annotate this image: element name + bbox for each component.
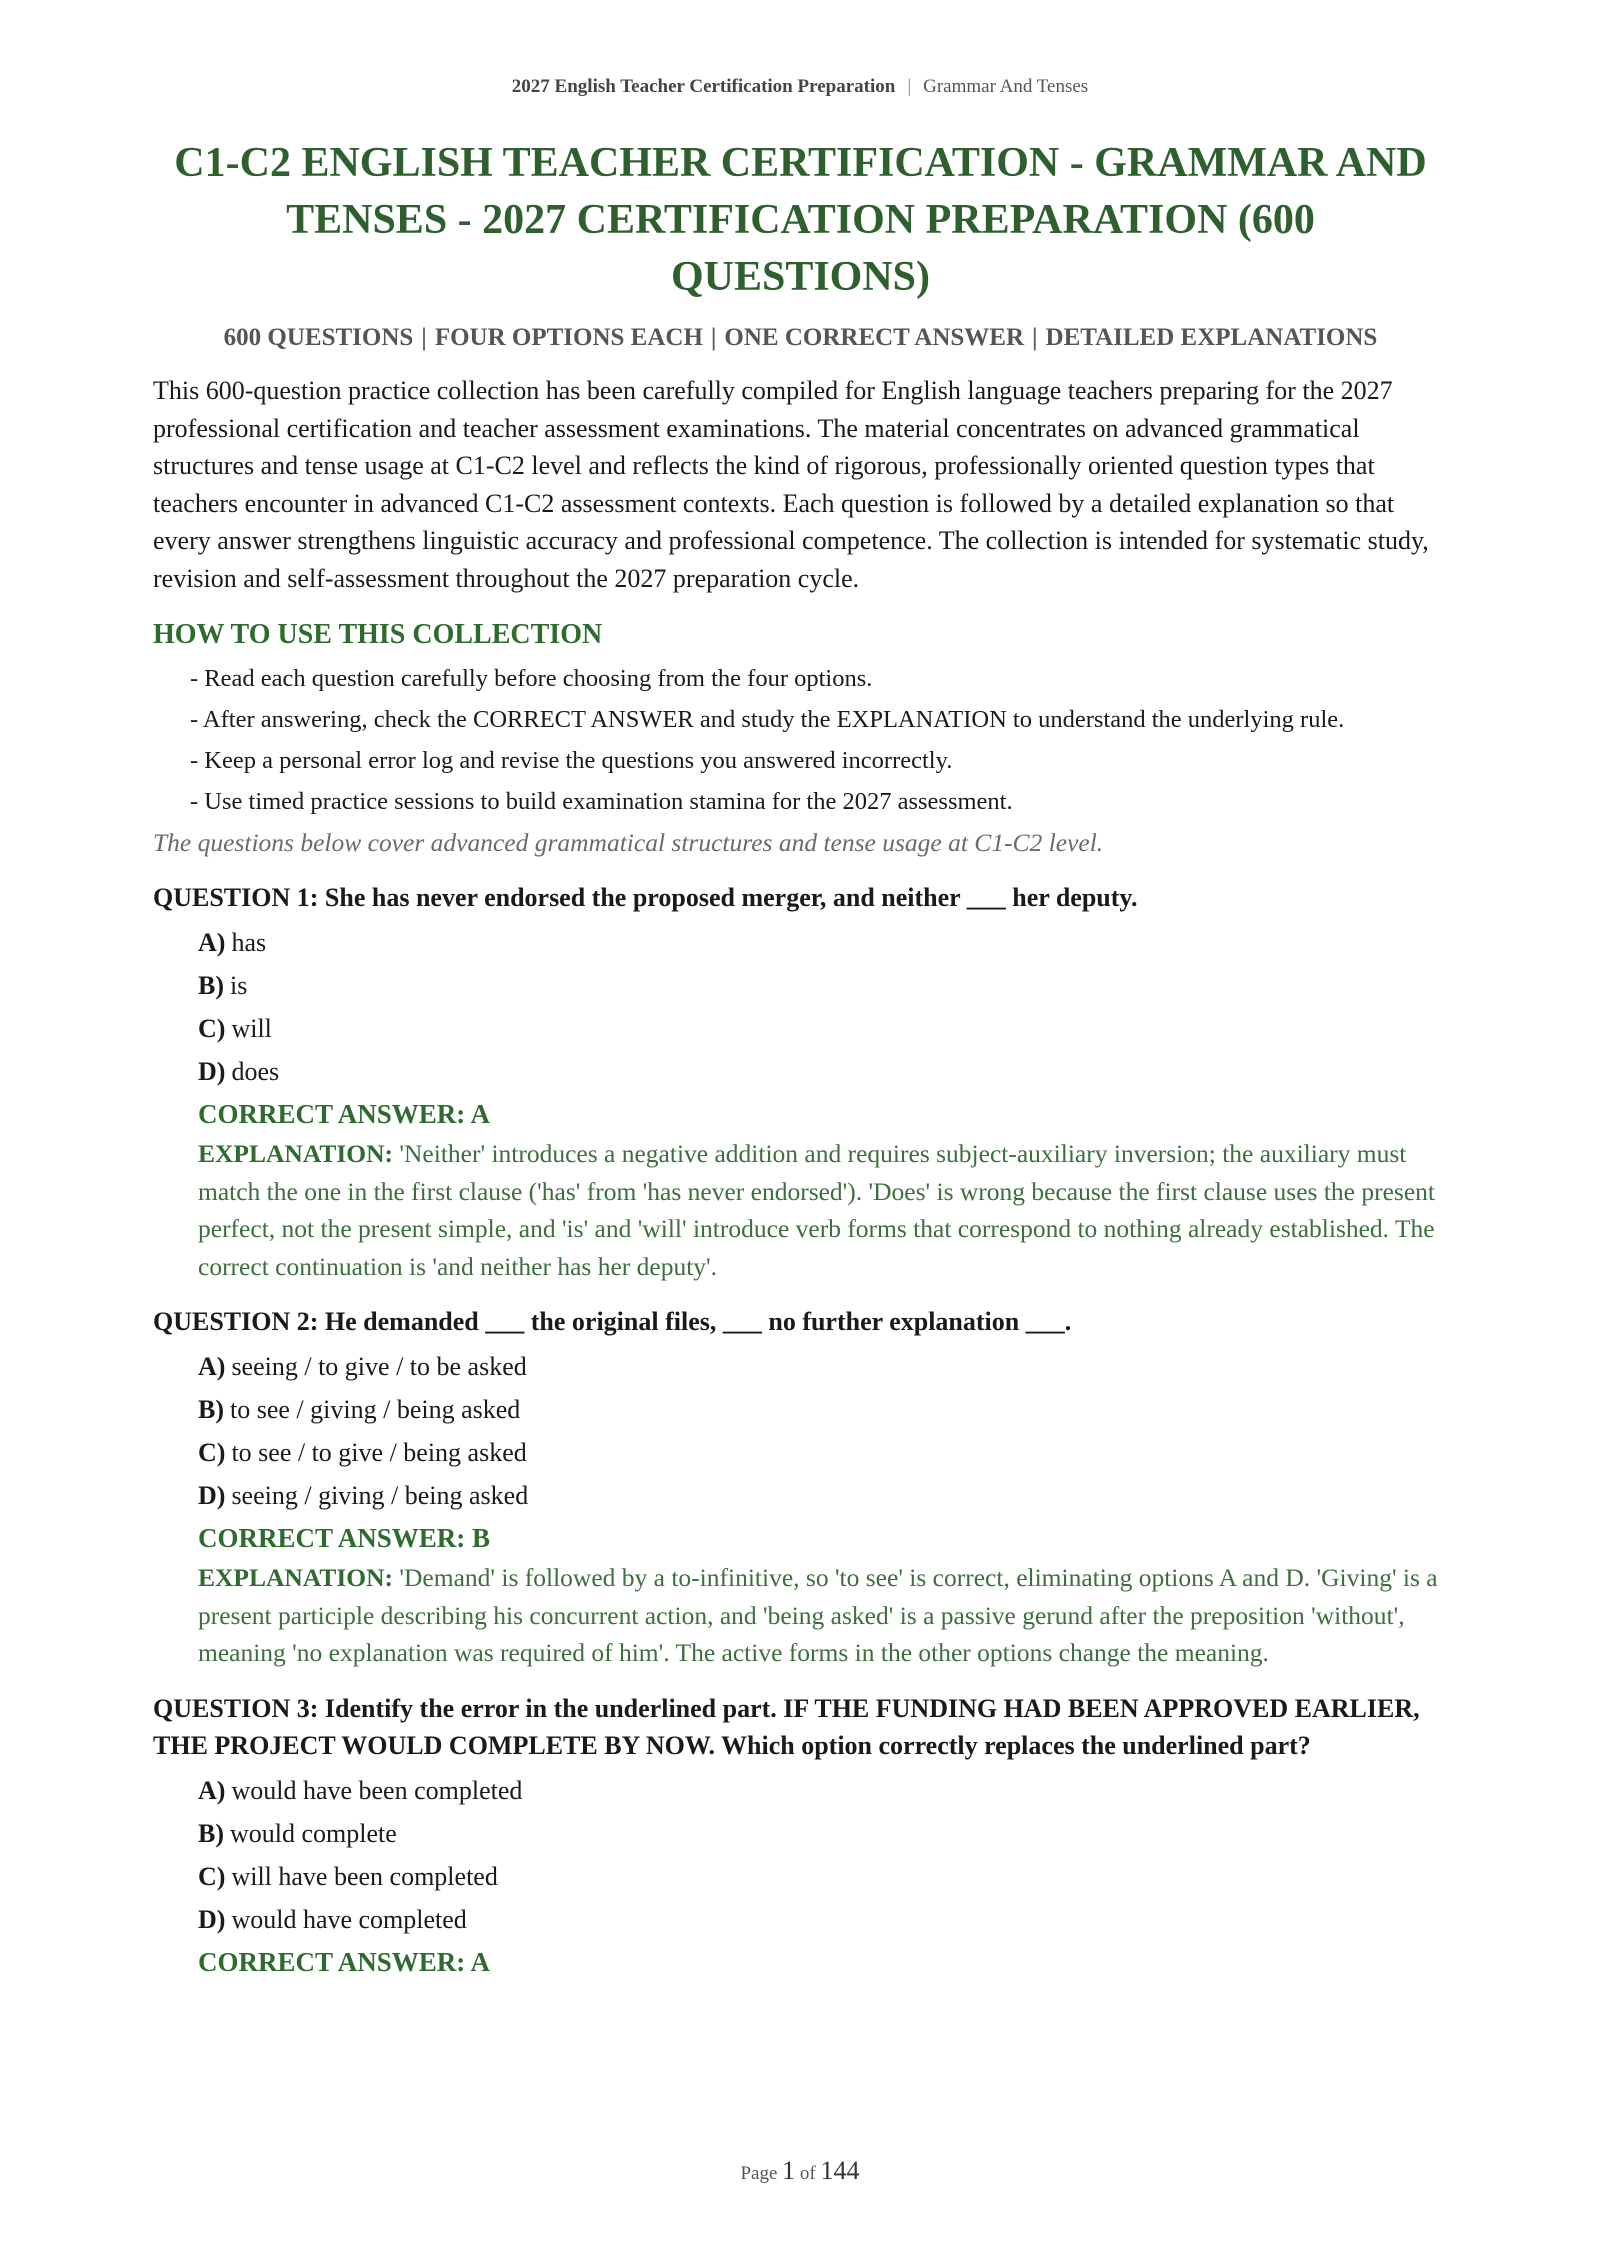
page-content — [153, 135, 1448, 2001]
answer-option — [198, 1431, 1448, 1474]
option-text: is — [230, 971, 248, 1000]
running-header-title: 2027 English Teacher Certification Preparation — [511, 76, 896, 97]
correct-answer: CORRECT ANSWER: B — [198, 1523, 491, 1553]
answer-option — [198, 1812, 1448, 1855]
subtitle-part: ONE CORRECT ANSWER — [724, 324, 1025, 351]
explanation-text: 'Neither' introduces a negative addition and requires subject-auxiliary inversion; the auxiliary must match the one in the first clause ('has' from 'has never endorsed'). 'Does' is wrong because the first clause uses the present perfect, not the present simple, and 'is' and 'will' introduce verb forms that correspond to nothing already established. The correct continuation is 'and neither has her deputy'. — [198, 1139, 1435, 1281]
option-letter: D) — [198, 1057, 226, 1086]
answer-options — [153, 921, 1448, 1093]
coverage-note: The questions below cover advanced grammatical structures and tense usage at C1-C2 level. — [153, 828, 1104, 857]
page-number: 1 — [782, 2156, 796, 2185]
question-text: QUESTION 1: She has never endorsed the proposed merger, and neither ___ her deputy. — [153, 883, 1138, 912]
how-to-use-item: - Read each question carefully before choosing from the four options. — [190, 665, 873, 692]
option-letter: C) — [198, 1438, 226, 1467]
option-text: to see / to give / being asked — [231, 1438, 527, 1467]
subtitle-part: DETAILED EXPLANATIONS — [1045, 324, 1378, 351]
total-pages: 144 — [820, 2156, 860, 2185]
subtitle-separator: | — [421, 324, 427, 351]
document-title: C1-C2 ENGLISH TEACHER CERTIFICATION - GRAMMAR AND TENSES - 2027 CERTIFICATION PREPARATION (600 QUESTIONS) — [174, 140, 1427, 300]
correct-answer: CORRECT ANSWER: A — [198, 1946, 491, 1977]
option-letter: D) — [198, 1481, 226, 1510]
answer-options — [153, 1769, 1448, 1941]
of-word: of — [799, 2163, 816, 2184]
how-to-use-item: - Use timed practice sessions to build examination stamina for the 2027 assessment. — [190, 788, 1013, 815]
option-letter: B) — [198, 1395, 224, 1424]
running-header — [0, 76, 1600, 98]
option-text: would have been completed — [231, 1775, 523, 1805]
option-letter: C) — [198, 1014, 226, 1043]
how-to-use-item: - After answering, check the CORRECT ANSWER and study the EXPLANATION to understand the underlying rule. — [190, 706, 1345, 733]
question-block — [153, 879, 1448, 1285]
option-text: will — [231, 1014, 272, 1043]
answer-options — [153, 1345, 1448, 1517]
explanation — [198, 1135, 1448, 1285]
subtitle-separator: | — [710, 324, 717, 351]
option-text: will have been completed — [231, 1861, 498, 1891]
option-text: does — [231, 1057, 280, 1086]
answer-option — [198, 1345, 1448, 1388]
explanation-text: 'Demand' is followed by a to-infinitive, so 'to see' is correct, eliminating options A and D. 'Giving' is a present participle describing his concurrent action, and 'being asked' is a passive gerund after the preposition 'without', meaning 'no explanation was required of him'. The active forms in the other options change the meaning. — [198, 1563, 1438, 1667]
explanation-label: EXPLANATION: — [198, 1139, 394, 1168]
subtitle-part: 600 QUESTIONS — [223, 324, 414, 351]
option-text: has — [231, 928, 267, 957]
answer-option — [198, 1898, 1448, 1941]
running-header-separator: | — [907, 76, 912, 97]
running-header-section: Grammar And Tenses — [923, 76, 1089, 97]
question-block — [153, 1303, 1448, 1672]
answer-option — [198, 964, 1448, 1007]
answer-option — [198, 921, 1448, 964]
explanation-label: EXPLANATION: — [198, 1563, 394, 1592]
how-to-use-heading: HOW TO USE THIS COLLECTION — [153, 619, 603, 650]
option-letter: C) — [198, 1861, 226, 1891]
option-letter: A) — [198, 1775, 226, 1805]
page-word: Page — [740, 2163, 778, 2184]
correct-answer: CORRECT ANSWER: A — [198, 1099, 491, 1129]
subtitle-separator: | — [1032, 324, 1038, 351]
answer-option — [198, 1050, 1448, 1093]
answer-option — [198, 1855, 1448, 1898]
option-letter: A) — [198, 928, 226, 957]
option-text: seeing / giving / being asked — [231, 1481, 529, 1510]
intro-paragraph: This 600-question practice collection has been carefully compiled for English language teachers preparing for the 2027 professional certification and teacher assessment examinations. The material concentrates on advanced grammatical structures and tense usage at C1-C2 level and reflects the kind of rigorous, professionally oriented question types that teachers encounter in advanced C1-C2 assessment contexts. Each question is followed by a detailed explanation so that every answer strengthens linguistic accuracy and professional competence. The collection is intended for systematic study, revision and self-assessment throughout the 2027 preparation cycle. — [153, 376, 1429, 593]
how-to-use-list — [153, 661, 1448, 820]
option-text: seeing / to give / to be asked — [231, 1352, 527, 1381]
option-letter: B) — [198, 971, 224, 1000]
page-footer — [0, 2156, 1600, 2186]
option-text: to see / giving / being asked — [230, 1395, 521, 1424]
answer-option — [198, 1007, 1448, 1050]
question-text: QUESTION 2: He demanded ___ the original files, ___ no further explanation ___. — [153, 1307, 1072, 1336]
option-letter: D) — [198, 1904, 226, 1934]
option-letter: B) — [198, 1818, 224, 1848]
question-text: QUESTION 3: Identify the error in the underlined part. IF THE FUNDING HAD BEEN APPROVED EARLIER, THE PROJECT WOULD COMPLETE BY NOW. Which option correctly replaces the underlined part? — [153, 1693, 1420, 1760]
subtitle-part: FOUR OPTIONS EACH — [434, 324, 703, 351]
option-letter: A) — [198, 1352, 226, 1381]
document-subtitle — [153, 322, 1448, 354]
answer-option — [198, 1474, 1448, 1517]
explanation — [198, 1559, 1448, 1672]
option-text: would have completed — [231, 1904, 467, 1934]
how-to-use-item: - Keep a personal error log and revise the questions you answered incorrectly. — [190, 747, 953, 774]
option-text: would complete — [230, 1818, 397, 1848]
answer-option — [198, 1388, 1448, 1431]
question-block — [153, 1690, 1448, 1983]
answer-option — [198, 1769, 1448, 1812]
